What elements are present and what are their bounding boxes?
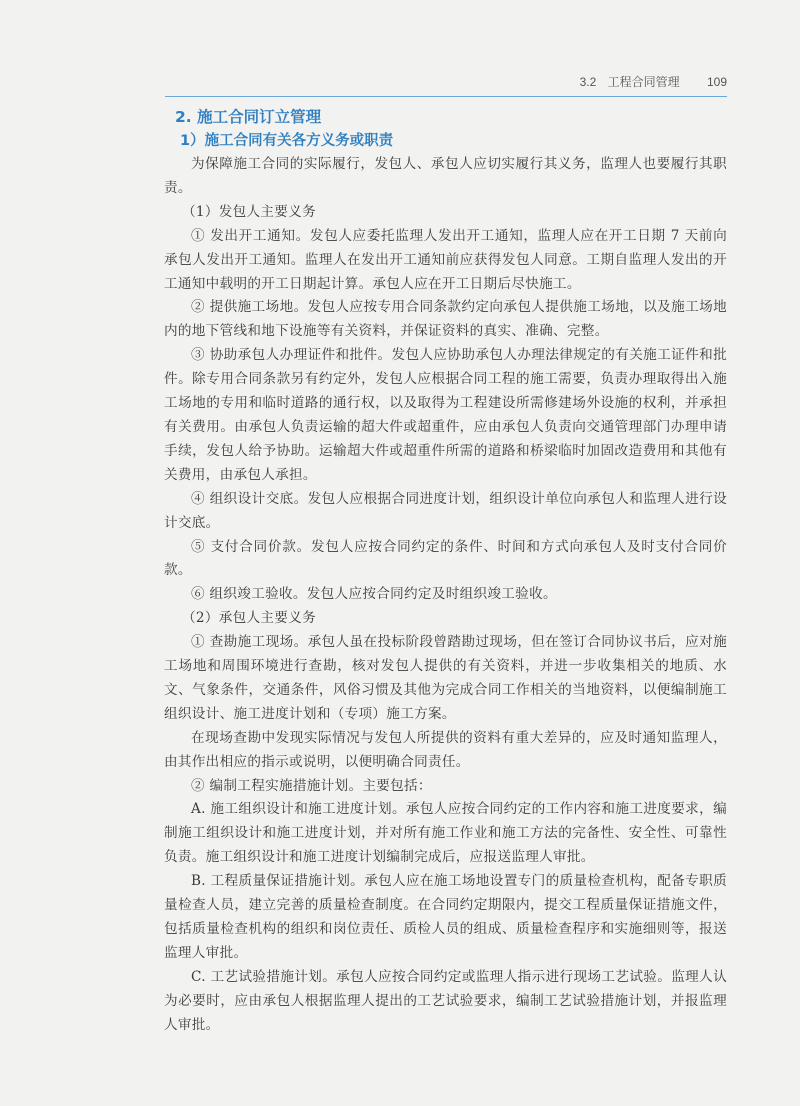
- paragraph-plan-b: B. 工程质量保证措施计划。承包人应在施工场地设置专门的质量检查机构，配备专职质量检查人员，建立完善的质量检查制度。在合同约定期限内，提交工程质量保证措施文件，包括质量检查机构的组织和岗位责任、质检人员的组成、质量检查程序和实施细则等，报送监理人审批。: [164, 873, 727, 961]
- page-body: [164, 105, 727, 1038]
- section-heading: 2. 施工合同订立管理: [175, 108, 322, 126]
- contractor-obligations-heading: （2）承包人主要义务: [182, 610, 316, 627]
- running-header: [0, 73, 727, 97]
- paragraph-design-briefing: ④ 组织设计交底。发包人应根据合同进度计划，组织设计单位向承包人和监理人进行设计交底。: [164, 490, 727, 531]
- header-chapter-title: 工程合同管理: [607, 75, 680, 89]
- subsection-heading: 1）施工合同有关各方义务或职责: [180, 133, 394, 149]
- paragraph-plan-c: C. 工艺试验措施计划。承包人应按合同约定或监理人指示进行现场工艺试验。监理人认为必要时，应由承包人根据监理人提出的工艺试验要求，编制工艺试验措施计划，并报监理人审批。: [164, 968, 727, 1033]
- page-number: 109: [706, 75, 727, 89]
- paragraph-site-survey: ① 查勘施工现场。承包人虽在投标阶段曾踏勘过现场，但在签订合同协议书后，应对施工场地和周围环境进行查勘，核对发包人提供的有关资料，并进一步收集相关的地质、水文、气象条件，交通条件，风俗习惯及其他为完成合同工作相关的当地资料，以便编制施工组织设计、施工进度计划和（专项）施工方案。: [164, 634, 727, 722]
- paragraph-discrepancy: 在现场查勘中发现实际情况与发包人所提供的资料有重大差异的，应及时通知监理人，由其作出相应的指示或说明，以便明确合同责任。: [164, 729, 727, 770]
- paragraph-permits: ③ 协助承包人办理证件和批件。发包人应协助承包人办理法律规定的有关施工证件和批件。除专用合同条款另有约定外，发包人应根据合同工程的施工需要，负责办理取得出入施工场地的专用和临时道路的通行权，以及取得为工程建设所需修建场外设施的权利，并承担有关费用。由承包人负责运输的超大件或超重件，应由承包人负责向交通管理部门办理申请手续，发包人给予协助。运输超大件或超重件所需的道路和桥梁临时加固改造费用和其他有关费用，由承包人承担。: [164, 347, 727, 483]
- intro-paragraph: 为保障施工合同的实际履行，发包人、承包人应切实履行其义务，监理人也要履行其职责。: [164, 156, 727, 196]
- employer-obligations-heading: （1）发包人主要义务: [182, 203, 316, 220]
- paragraph-commencement-notice: ① 发出开工通知。发包人应委托监理人发出开工通知，监理人应在开工日期 7 天前向承包人发出开工通知。监理人在发出开工通知前应获得发包人同意。工期自监理人发出的开工通知中载明的开工日期起计算。承包人应在开工日期后尽快施工。: [164, 227, 727, 292]
- paragraph-payment: ⑤ 支付合同价款。发包人应按合同约定的条件、时间和方式向承包人及时支付合同价款。: [164, 538, 727, 579]
- header-divider: [165, 96, 727, 97]
- paragraph-completion-acceptance: ⑥ 组织竣工验收。发包人应按合同约定及时组织竣工验收。: [191, 586, 557, 603]
- paragraph-implementation-plan: ② 编制工程实施措施计划。主要包括：: [191, 777, 432, 794]
- paragraph-provide-site: ② 提供施工场地。发包人应按专用合同条款约定向承包人提供施工场地，以及施工场地内的地下管线和地下设施等有关资料，并保证资料的真实、准确、完整。: [164, 299, 727, 340]
- header-section-number: 3.2: [579, 75, 597, 89]
- paragraph-plan-a: A. 施工组织设计和施工进度计划。承包人应按合同约定的工作内容和施工进度要求，编制施工组织设计和施工进度计划，并对所有施工作业和施工方法的完备性、安全性、可靠性负责。施工组织设计和施工进度计划编制完成后，应报送监理人审批。: [164, 801, 727, 866]
